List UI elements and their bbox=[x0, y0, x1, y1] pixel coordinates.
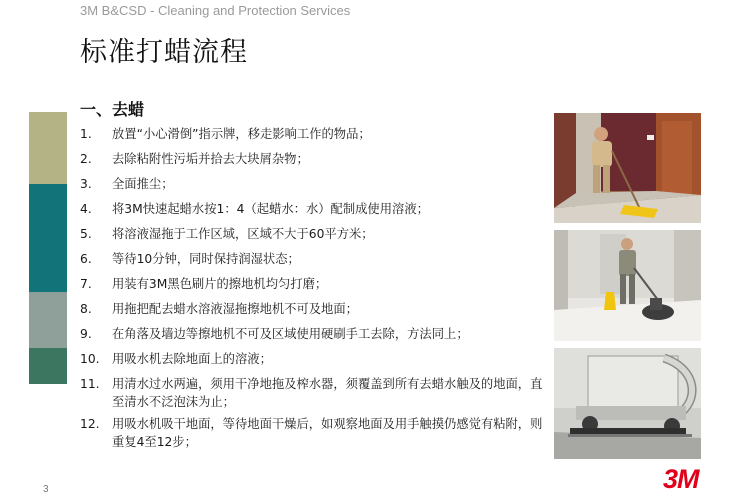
step-text: 用吸水机吸干地面，等待地面干燥后，如观察地面及用手触摸仍感觉有粘附，则重复4至12步； bbox=[112, 417, 543, 449]
step-number: 6. bbox=[80, 252, 92, 266]
color-stripe-teal bbox=[29, 184, 67, 292]
header-company: 3M B&CSD - Cleaning and Protection Services bbox=[80, 3, 351, 18]
color-stripe-grey bbox=[29, 292, 67, 348]
step-number: 10. bbox=[80, 352, 100, 366]
step-number: 1. bbox=[80, 127, 92, 141]
step-number: 11. bbox=[80, 377, 100, 391]
step-number: 12. bbox=[80, 417, 100, 431]
step-number: 4. bbox=[80, 202, 92, 216]
step-number: 2. bbox=[80, 152, 92, 166]
color-stripe-green bbox=[29, 348, 67, 384]
step-text: 去除粘附性污垢并拾去大块屑杂物； bbox=[112, 152, 309, 166]
photo-mopping bbox=[554, 113, 701, 223]
step-text: 等待10分钟，同时保持润湿状态； bbox=[112, 252, 300, 266]
section-heading: 一、去蜡 bbox=[80, 100, 145, 119]
step-text: 用装有3M黑色刷片的擦地机均匀打磨； bbox=[112, 277, 328, 291]
page-title: 标准打蜡流程 bbox=[80, 37, 248, 68]
step-number: 7. bbox=[80, 277, 92, 291]
step-number: 9. bbox=[80, 327, 92, 341]
step-text: 全面推尘； bbox=[112, 177, 174, 191]
step-number: 8. bbox=[80, 302, 92, 316]
step-number: 5. bbox=[80, 227, 92, 241]
step-text: 将溶液湿拖于工作区域，区域不大于60平方米； bbox=[112, 227, 374, 241]
step-number: 3. bbox=[80, 177, 92, 191]
step-text: 将3M快速起蜡水按1：4（起蜡水：水）配制成使用溶液； bbox=[112, 202, 429, 216]
step-text: 放置“小心滑倒”指示牌，移走影响工作的物品； bbox=[112, 127, 371, 141]
photo-floor-machine bbox=[554, 230, 701, 341]
color-stripe-olive bbox=[29, 112, 67, 184]
step-text: 在角落及墙边等擦地机不可及区域使用硬刷手工去除，方法同上； bbox=[112, 327, 469, 341]
step-text: 用吸水机去除地面上的溶液； bbox=[112, 352, 272, 366]
page-number: 3 bbox=[43, 484, 49, 495]
step-text: 用清水过水两遍，须用干净地拖及榨水器，须覆盖到所有去蜡水触及的地面，直至清水不泛泡沫为止； bbox=[112, 377, 543, 409]
step-text: 用拖把配去蜡水溶液湿拖擦地机不可及地面； bbox=[112, 302, 358, 316]
photo-wet-vacuum bbox=[554, 348, 701, 459]
3m-logo: 3M bbox=[663, 464, 699, 494]
